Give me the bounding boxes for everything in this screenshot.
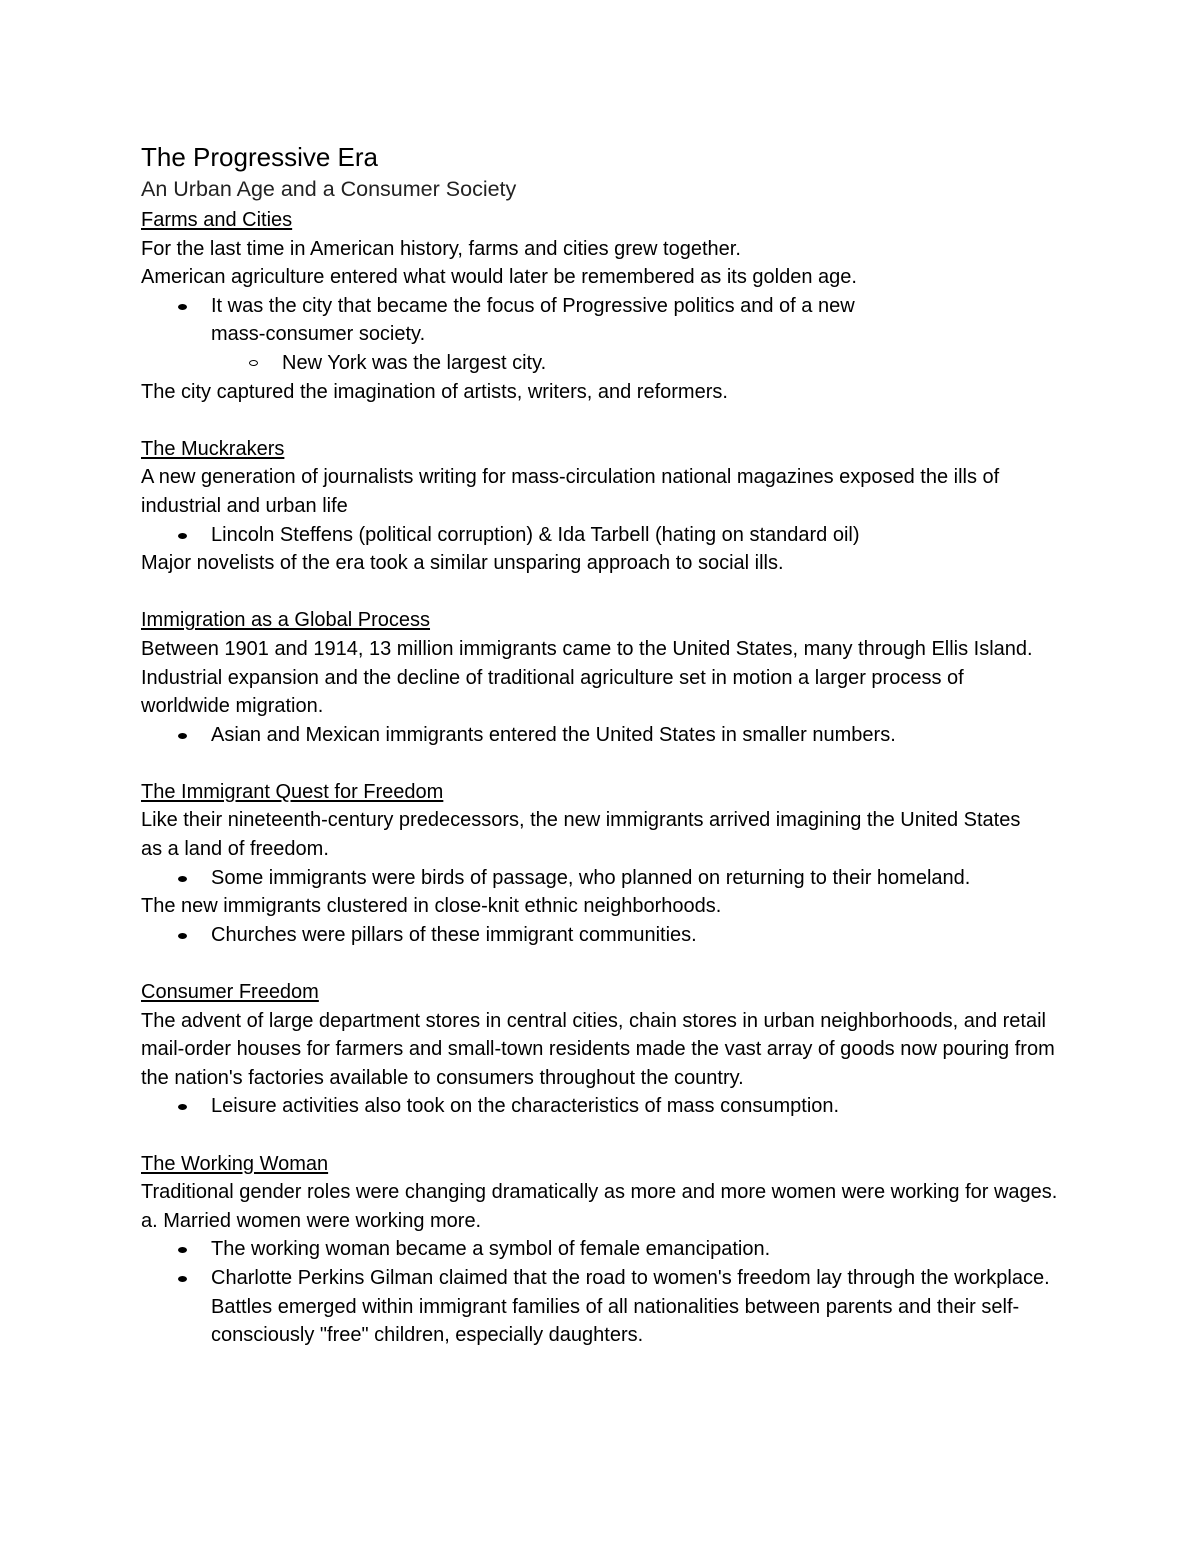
bullet-list xyxy=(141,521,1071,550)
paragraph: American agriculture entered what would later be remembered as its golden age. xyxy=(141,266,857,289)
list-item: Churches were pillars of these immigrant communities. xyxy=(141,921,1071,950)
blank-line xyxy=(141,406,1071,435)
list-item: Some immigrants were birds of passage, who planned on returning to their homeland. xyxy=(141,864,1071,893)
document-title: The Progressive Era xyxy=(141,142,378,172)
section-working-woman xyxy=(141,1150,1071,1350)
bullet-list xyxy=(141,864,1071,893)
document-subtitle: An Urban Age and a Consumer Society xyxy=(141,177,517,201)
list-item: Lincoln Steffens (political corruption) & Ida Tarbell (hating on standard oil) xyxy=(141,521,1071,550)
section-heading: Immigration as a Global Process xyxy=(141,609,431,632)
list-item: Charlotte Perkins Gilman claimed that the road to women's freedom lay through the workplace. Battles emerged within immigrant families of all nationalities between parents and their self-consciously "free" children, especially daughters. xyxy=(141,1264,1061,1350)
paragraph: Between 1901 and 1914, 13 million immigrants came to the United States, many through Ellis Island. xyxy=(141,637,1033,660)
paragraph: The city captured the imagination of artists, writers, and reformers. xyxy=(141,380,728,403)
paragraph: Like their nineteenth-century predecessors, the new immigrants arrived imagining the United States as a land of freedom. xyxy=(141,809,1021,861)
paragraph: The new immigrants clustered in close-knit ethnic neighborhoods. xyxy=(141,895,722,918)
section-heading: Farms and Cities xyxy=(141,209,293,231)
bullet-list xyxy=(141,721,1071,750)
bullet-list xyxy=(141,1235,1071,1349)
list-item: It was the city that became the focus of Progressive politics and of a new mass-consumer society. xyxy=(141,292,911,349)
section-heading: The Working Woman xyxy=(141,1152,329,1175)
sub-list-item: New York was the largest city. xyxy=(141,349,1071,378)
bullet-list xyxy=(141,292,1071,378)
section-consumer-freedom xyxy=(141,978,1071,1121)
list-item: Leisure activities also took on the characteristics of mass consumption. xyxy=(141,1092,1071,1121)
paragraph: For the last time in American history, farms and cities grew together. xyxy=(141,237,741,260)
section-immigrant-quest-for-freedom xyxy=(141,778,1071,950)
list-item: The working woman became a symbol of female emancipation. xyxy=(141,1235,1071,1264)
paragraph: Traditional gender roles were changing dramatically as more and more women were working for wages. a. Married women were working more. xyxy=(141,1181,1058,1232)
blank-line xyxy=(141,749,1071,778)
bullet-list xyxy=(141,921,1071,950)
section-heading: Consumer Freedom xyxy=(141,981,319,1004)
section-heading: The Immigrant Quest for Freedom xyxy=(141,780,444,803)
section-immigration-global-process xyxy=(141,606,1071,749)
bullet-list xyxy=(141,1092,1071,1121)
paragraph: Industrial expansion and the decline of traditional agriculture set in motion a larger process of worldwide migration. xyxy=(141,666,964,718)
section-heading: The Muckrakers xyxy=(141,437,285,460)
blank-line xyxy=(141,949,1071,978)
blank-line xyxy=(141,578,1071,607)
paragraph: Major novelists of the era took a similar unsparing approach to social ills. xyxy=(141,552,784,575)
section-farms-and-cities xyxy=(141,206,1071,406)
paragraph: A new generation of journalists writing for mass-circulation national magazines exposed the ills of industrial and urban life xyxy=(141,466,1000,517)
blank-line xyxy=(141,1121,1071,1150)
section-muckrakers xyxy=(141,435,1071,578)
paragraph: The advent of large department stores in central cities, chain stores in urban neighborhoods, and retail mail-order houses for farmers and small-town residents made the vast array of goods now pouring from the nation's factories available to consumers throughout the country. xyxy=(141,1009,1055,1089)
list-item: Asian and Mexican immigrants entered the United States in smaller numbers. xyxy=(141,721,1071,750)
document-page xyxy=(141,140,1071,1350)
